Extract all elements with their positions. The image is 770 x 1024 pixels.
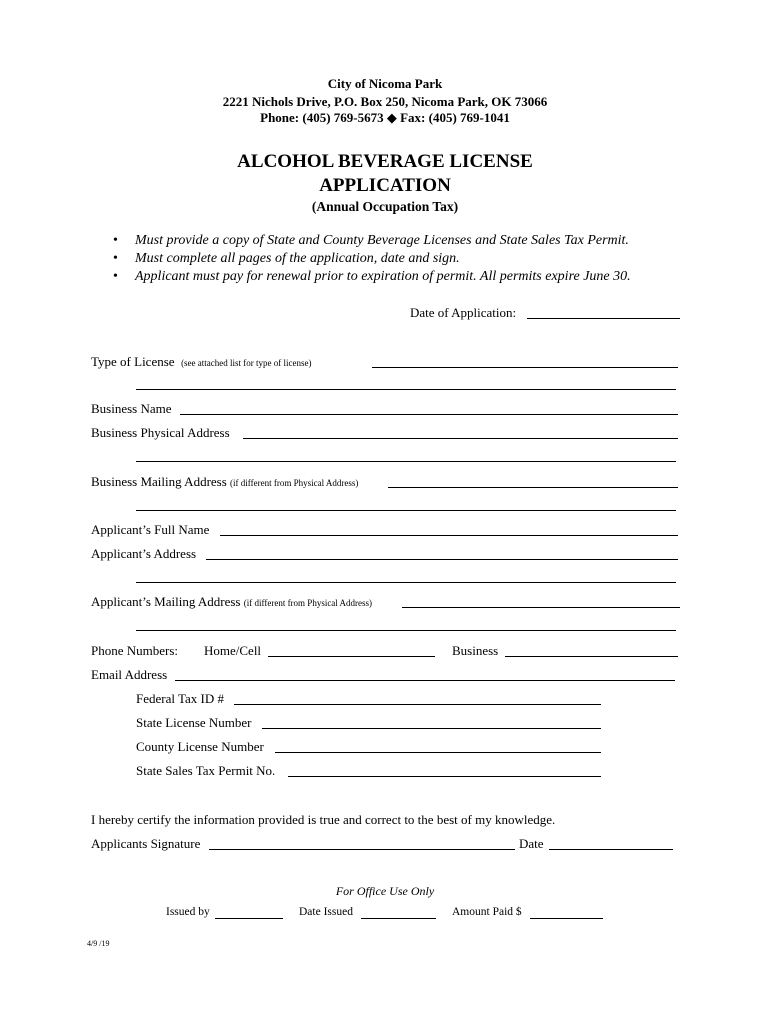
form-subtitle: (Annual Occupation Tax) xyxy=(311,199,459,214)
instruction-item xyxy=(113,251,460,267)
date-of-application-label: Date of Application: xyxy=(410,305,517,320)
instruction-text: Applicant must pay for renewal prior to expiration of permit. All permits expire June 30. xyxy=(135,269,631,284)
city-address: 2221 Nichols Drive, P.O. Box 250, Nicoma Park, OK 73066 xyxy=(222,94,548,109)
applicant-full-name-line[interactable] xyxy=(220,535,678,536)
date-issued-label: Date Issued xyxy=(299,906,353,918)
business-phone-line[interactable] xyxy=(505,656,678,657)
date-issued-line[interactable] xyxy=(361,918,436,919)
applicant-address-line-2[interactable] xyxy=(136,582,676,583)
applicant-mailing-address-label xyxy=(91,594,372,610)
home-cell-label: Home/Cell xyxy=(204,643,262,658)
state-license-number-label: State License Number xyxy=(136,715,252,730)
business-mailing-address-text: Business Mailing Address xyxy=(91,474,227,489)
business-mailing-note: (if different from Physical Address) xyxy=(230,478,359,488)
instruction-text: Must provide a copy of State and County Beverage Licenses and State Sales Tax Permit. xyxy=(135,233,629,248)
business-mailing-address-line-2[interactable] xyxy=(136,510,676,511)
county-license-number-line[interactable] xyxy=(275,752,601,753)
type-of-license-label xyxy=(91,354,312,370)
federal-tax-id-line[interactable] xyxy=(234,704,601,705)
business-phone-label: Business xyxy=(452,643,499,658)
applicant-mailing-note: (if different from Physical Address) xyxy=(243,598,373,608)
issued-by-line[interactable] xyxy=(215,918,283,919)
state-sales-tax-permit-label: State Sales Tax Permit No. xyxy=(136,763,276,778)
business-physical-address-line-2[interactable] xyxy=(136,461,676,462)
bullet-icon: • xyxy=(113,251,118,266)
email-address-label: Email Address xyxy=(91,667,168,682)
form-title-line1: ALCOHOL BEVERAGE LICENSE xyxy=(237,151,533,172)
signature-date-label: Date xyxy=(519,836,544,851)
type-of-license-line[interactable] xyxy=(372,367,678,368)
certification-statement: I hereby certify the information provided is true and correct to the best of my knowledge. xyxy=(91,812,556,827)
business-physical-address-label: Business Physical Address xyxy=(91,425,230,440)
amount-paid-label: Amount Paid $ xyxy=(452,906,522,918)
form-title-line2: APPLICATION xyxy=(319,175,451,196)
date-of-application-line[interactable] xyxy=(527,318,680,319)
revision-date: 4/9 /19 xyxy=(87,939,110,948)
signature-date-line[interactable] xyxy=(549,849,673,850)
applicant-mailing-address-line-2[interactable] xyxy=(136,630,676,631)
applicant-address-line[interactable] xyxy=(206,559,678,560)
type-of-license-text: Type of License xyxy=(91,354,175,369)
type-of-license-line-2[interactable] xyxy=(136,389,676,390)
applicant-mailing-address-line[interactable] xyxy=(402,607,680,608)
business-name-line[interactable] xyxy=(180,414,678,415)
state-sales-tax-permit-line[interactable] xyxy=(288,776,601,777)
business-mailing-address-line[interactable] xyxy=(388,487,678,488)
home-cell-line[interactable] xyxy=(268,656,435,657)
instruction-item xyxy=(113,269,631,285)
instruction-item xyxy=(113,233,629,249)
federal-tax-id-label: Federal Tax ID # xyxy=(136,691,225,706)
bullet-icon: • xyxy=(113,269,118,284)
business-physical-address-line[interactable] xyxy=(243,438,678,439)
applicant-address-label: Applicant’s Address xyxy=(91,546,197,561)
city-phone-fax: Phone: (405) 769-5673 ◆ Fax: (405) 769-1041 xyxy=(260,110,510,125)
city-name: City of Nicoma Park xyxy=(327,76,443,91)
phone-numbers-label: Phone Numbers: xyxy=(91,643,179,658)
applicant-signature-label: Applicants Signature xyxy=(91,836,201,851)
office-use-heading: For Office Use Only xyxy=(335,884,435,898)
applicant-full-name-label: Applicant’s Full Name xyxy=(91,522,210,537)
county-license-number-label: County License Number xyxy=(136,739,264,754)
business-mailing-address-label xyxy=(91,474,358,490)
state-license-number-line[interactable] xyxy=(262,728,601,729)
type-of-license-note: (see attached list for type of license) xyxy=(181,358,312,368)
applicant-mailing-address-text: Applicant’s Mailing Address xyxy=(91,594,241,609)
issued-by-label: Issued by xyxy=(166,906,210,918)
bullet-icon: • xyxy=(113,233,118,248)
amount-paid-line[interactable] xyxy=(530,918,603,919)
business-name-label: Business Name xyxy=(91,401,172,416)
instruction-text: Must complete all pages of the application, date and sign. xyxy=(135,251,460,266)
applicant-signature-line[interactable] xyxy=(209,849,515,850)
email-address-line[interactable] xyxy=(175,680,675,681)
